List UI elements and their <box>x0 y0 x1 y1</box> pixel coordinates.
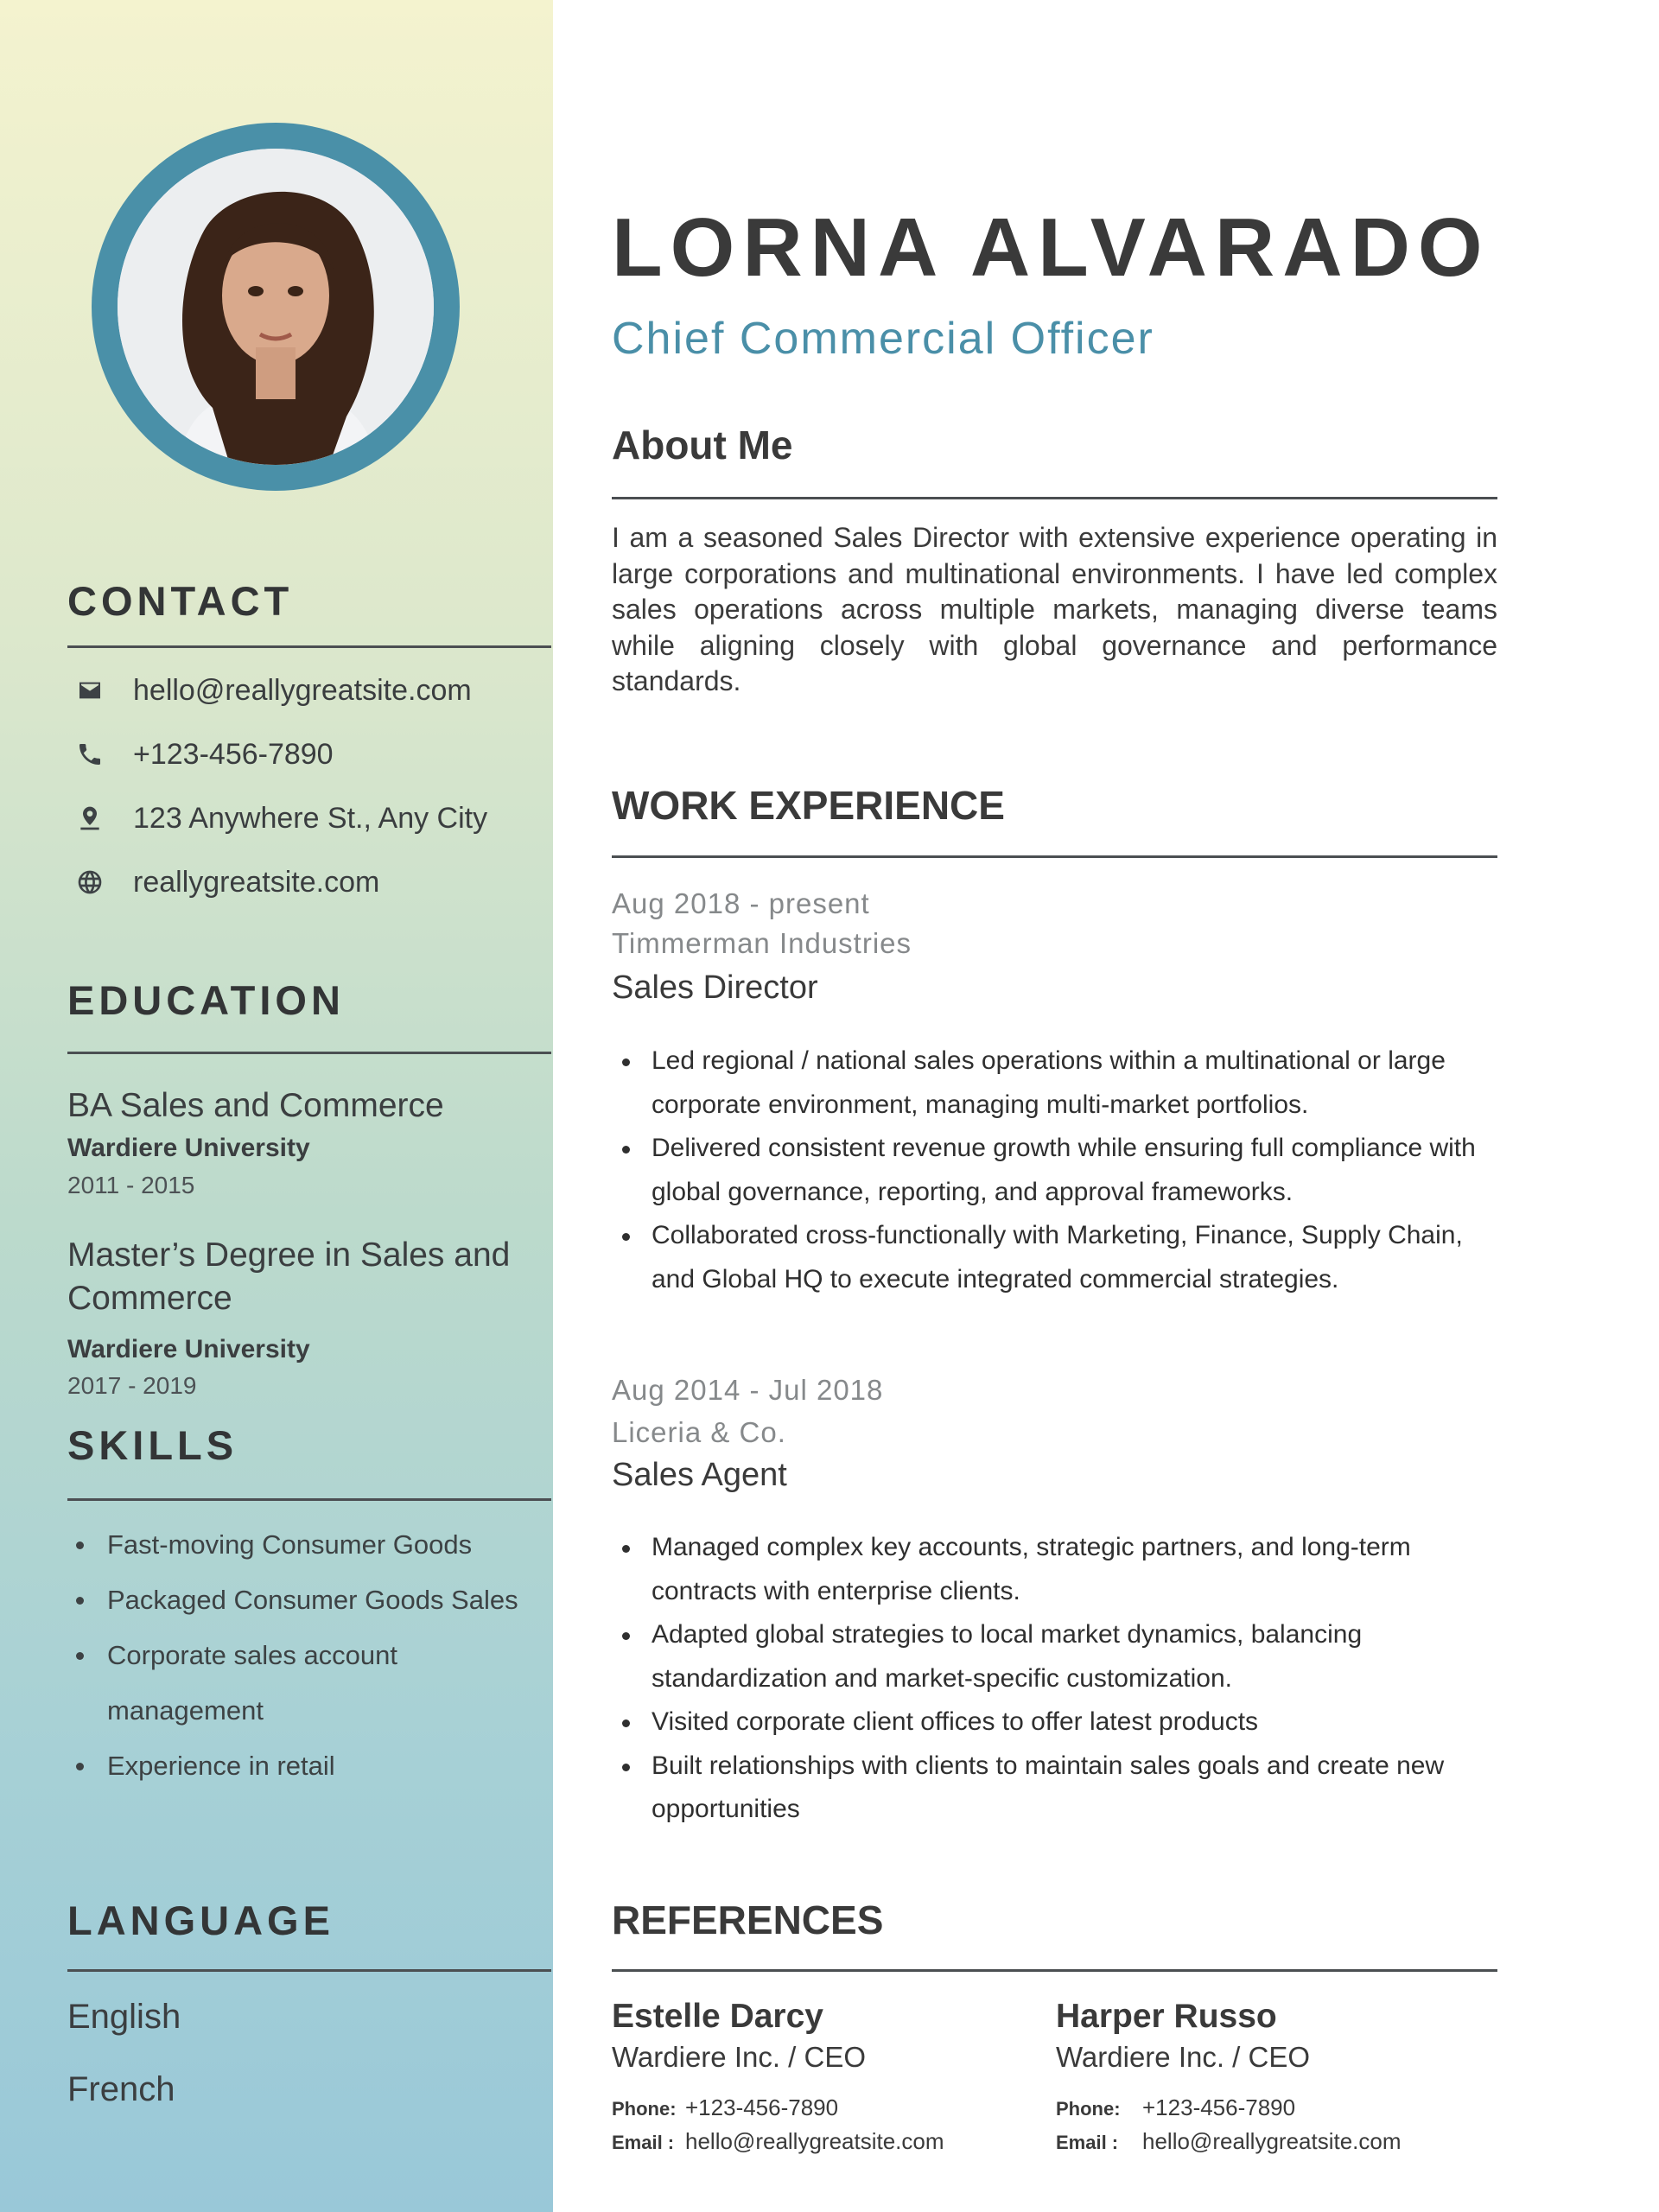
phone-value: +123-456-7890 <box>685 2094 839 2120</box>
skill-item: Corporate sales account management <box>67 1628 534 1738</box>
contact-heading: CONTACT <box>67 578 294 624</box>
about-divider <box>612 497 1497 499</box>
job-company: Timmerman Industries <box>612 927 912 959</box>
email-value: hello@reallygreatsite.com <box>1142 2128 1402 2154</box>
phone-text: +123-456-7890 <box>133 737 334 771</box>
profile-photo-frame <box>92 123 460 491</box>
email-label: Email : <box>1056 2132 1119 2153</box>
education-school: Wardiere University <box>67 1335 310 1363</box>
language-heading: LANGUAGE <box>67 1897 334 1943</box>
contact-email[interactable] <box>67 668 472 713</box>
reference-phone <box>1056 2094 1295 2121</box>
reference-email[interactable] <box>612 2128 944 2155</box>
globe-icon <box>67 860 112 905</box>
address-text: 123 Anywhere St., Any City <box>133 801 488 835</box>
references-heading: REFERENCES <box>612 1897 884 1942</box>
job-bullet: Led regional / national sales operations within a multinational or large corporate environment, managing multi-market portfolios. <box>612 1039 1497 1127</box>
sidebar <box>0 0 553 2212</box>
education-school: Wardiere University <box>67 1134 310 1162</box>
education-divider <box>67 1052 551 1054</box>
profile-photo <box>118 149 434 465</box>
email-icon <box>67 668 112 713</box>
contact-phone[interactable] <box>67 732 334 777</box>
job-bullet: Delivered consistent revenue growth while ensuring full compliance with global governance, reporting, and approval frameworks. <box>612 1127 1497 1214</box>
job-bullets <box>612 1526 1497 1832</box>
references-divider <box>612 1969 1497 1972</box>
reference-name: Estelle Darcy <box>612 1998 823 2035</box>
job-bullet: Collaborated cross-functionally with Marketing, Finance, Supply Chain, and Global HQ to execute integrated commercial strategies. <box>612 1214 1497 1301</box>
education-heading: EDUCATION <box>67 977 345 1023</box>
phone-value: +123-456-7890 <box>1142 2094 1296 2120</box>
location-icon <box>67 796 112 841</box>
job-title: Sales Agent <box>612 1457 787 1493</box>
skill-item: Experience in retail <box>67 1738 534 1794</box>
skills-divider <box>67 1498 551 1501</box>
contact-address <box>67 796 487 841</box>
phone-icon <box>67 732 112 777</box>
job-bullet: Adapted global strategies to local market dynamics, balancing standardization and market-specific customization. <box>612 1613 1497 1700</box>
education-degree: Master’s Degree in Sales and Commerce <box>67 1236 511 1317</box>
contact-website[interactable] <box>67 860 379 905</box>
job-bullet: Visited corporate client offices to offer latest products <box>612 1700 1497 1745</box>
candidate-name: LORNA ALVARADO <box>612 201 1491 294</box>
phone-label: Phone: <box>1056 2098 1121 2120</box>
reference-company: Wardiere Inc. / CEO <box>1056 2041 1311 2073</box>
about-text: I am a seasoned Sales Director with extensive experience operating in large corporations and multinational environments. I have led complex sales operations across multiple markets, managing diverse teams while aligning closely with global governance and performance standards. <box>612 522 1497 696</box>
job-bullet: Built relationships with clients to maintain sales goals and create new opportunities <box>612 1745 1497 1832</box>
reference-name: Harper Russo <box>1056 1998 1277 2035</box>
job-dates: Aug 2014 - Jul 2018 <box>612 1374 884 1406</box>
skill-item: Packaged Consumer Goods Sales <box>67 1573 534 1628</box>
education-years: 2011 - 2015 <box>67 1172 195 1198</box>
language-item: French <box>67 2070 175 2108</box>
job-title: Sales Director <box>612 969 818 1006</box>
reference-company: Wardiere Inc. / CEO <box>612 2041 867 2073</box>
candidate-title: Chief Commercial Officer <box>612 314 1154 364</box>
education-degree: BA Sales and Commerce <box>67 1087 444 1124</box>
language-item: English <box>67 1998 181 2036</box>
contact-divider <box>67 645 551 648</box>
skills-heading: SKILLS <box>67 1422 238 1468</box>
reference-email[interactable] <box>1056 2128 1402 2155</box>
email-label: Email : <box>612 2132 675 2153</box>
work-divider <box>612 855 1497 858</box>
education-years: 2017 - 2019 <box>67 1372 197 1399</box>
phone-label: Phone: <box>612 2098 677 2120</box>
about-heading: About Me <box>612 423 793 467</box>
email-text: hello@reallygreatsite.com <box>133 673 472 707</box>
job-dates: Aug 2018 - present <box>612 887 870 919</box>
language-divider <box>67 1969 551 1972</box>
skill-item: Fast-moving Consumer Goods <box>67 1517 534 1573</box>
portrait-image <box>118 149 434 465</box>
job-bullet: Managed complex key accounts, strategic partners, and long-term contracts with enterprise clients. <box>612 1526 1497 1613</box>
work-heading: WORK EXPERIENCE <box>612 783 1005 828</box>
skills-list <box>67 1517 534 1794</box>
email-value: hello@reallygreatsite.com <box>685 2128 944 2154</box>
job-company: Liceria & Co. <box>612 1416 786 1448</box>
job-bullets <box>612 1039 1497 1301</box>
reference-phone <box>612 2094 838 2121</box>
website-text: reallygreatsite.com <box>133 865 380 899</box>
